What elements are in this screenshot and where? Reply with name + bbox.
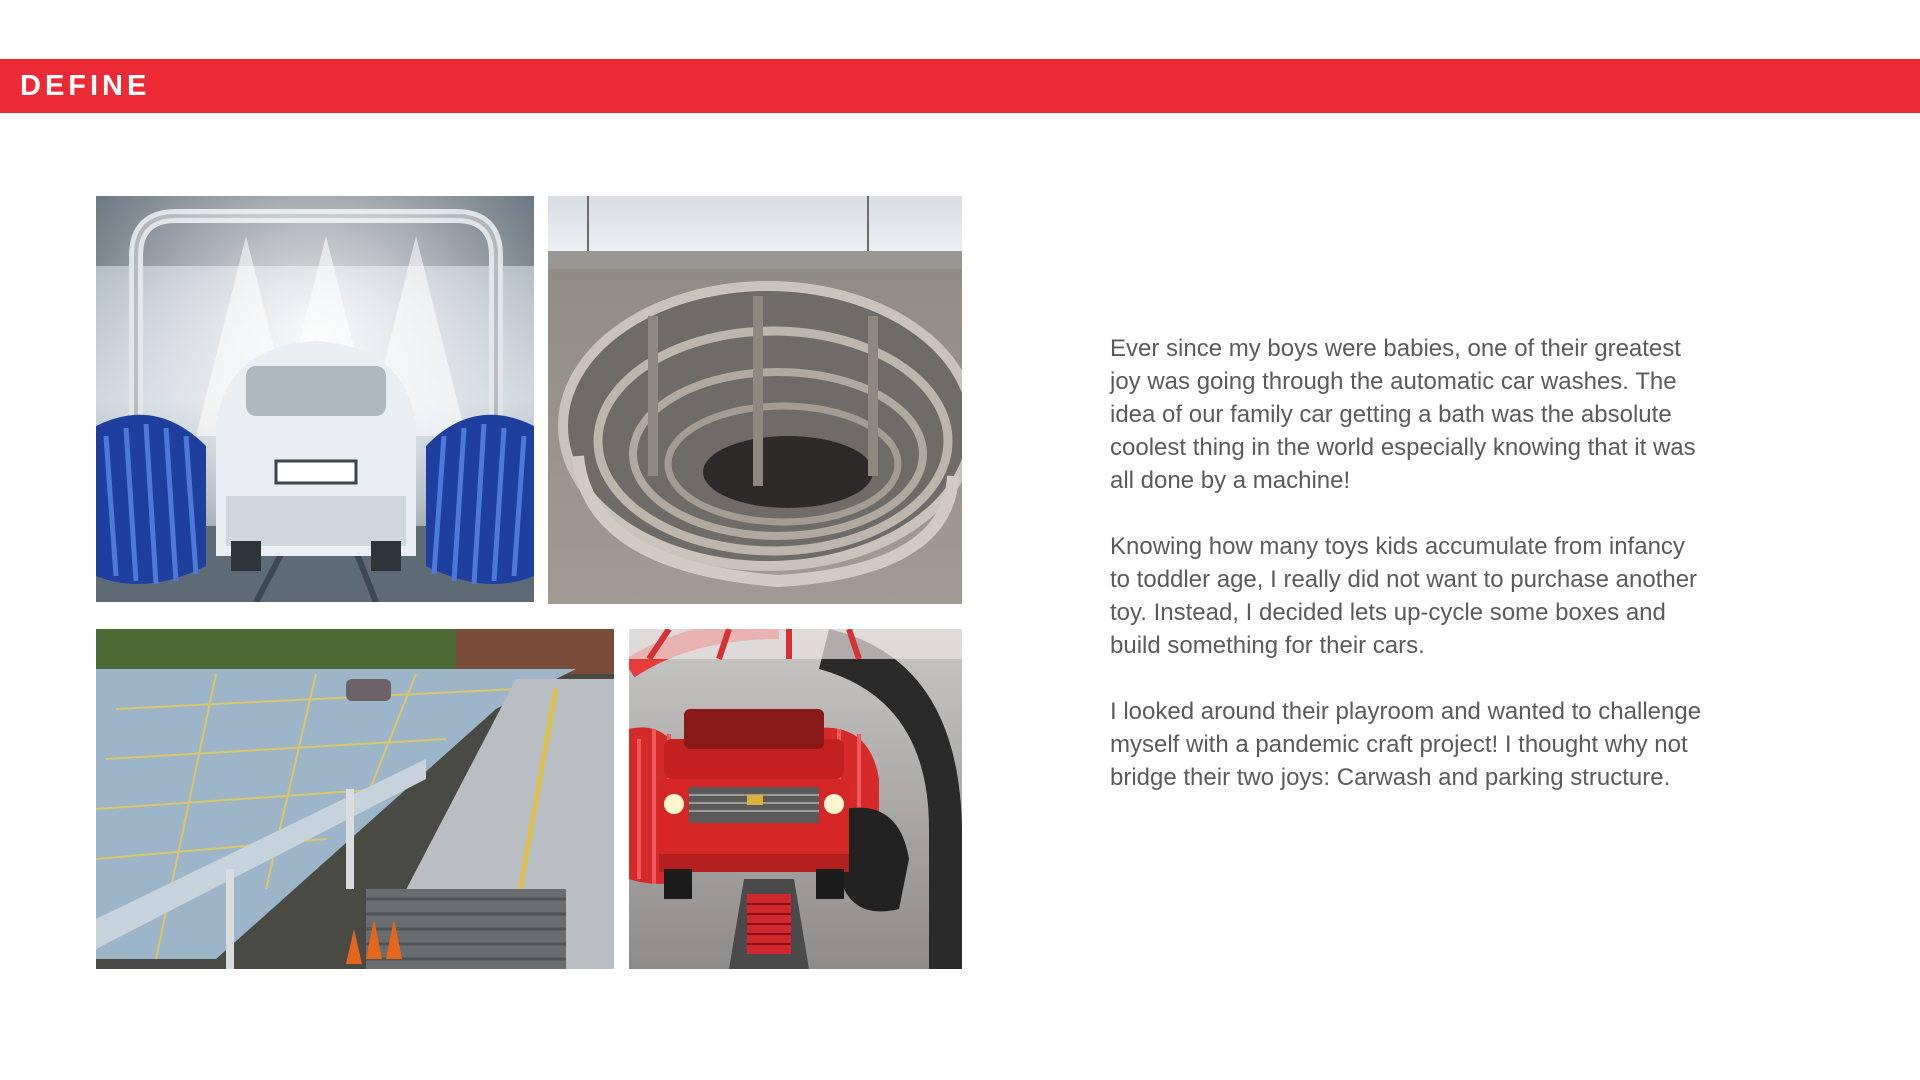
- car-wash-image: [96, 196, 534, 602]
- paragraph-1: Ever since my boys were babies, one of their greatest joy was going through the automatic car washes. The idea of our family car getting a bath was the absolute coolest thing in the world especially knowing that it was all done by a machine!: [1110, 335, 1696, 494]
- paragraph-2: Knowing how many toys kids accumulate from infancy to toddler age, I really did not want to purchase another toy. Instead, I decided lets up-cycle some boxes and build something for their cars.: [1110, 533, 1698, 659]
- section-title: DEFINE: [20, 70, 151, 102]
- body-text: [1110, 332, 1710, 794]
- photo-spiral-ramp: [548, 196, 962, 604]
- parking-ramp-image: [548, 196, 962, 604]
- section-banner: [0, 59, 1920, 113]
- paragraph-3: I looked around their playroom and wanted to challenge myself with a pandemic craft project! I thought why not bridge their two joys: Carwash and parking structure.: [1110, 698, 1702, 791]
- car-wash-truck-image: [629, 629, 962, 969]
- photo-carwash-sedan: [96, 196, 534, 602]
- photo-carwash-truck: [629, 629, 962, 969]
- parking-lot-image: [96, 629, 614, 969]
- photo-rooftop-lot: [96, 629, 614, 969]
